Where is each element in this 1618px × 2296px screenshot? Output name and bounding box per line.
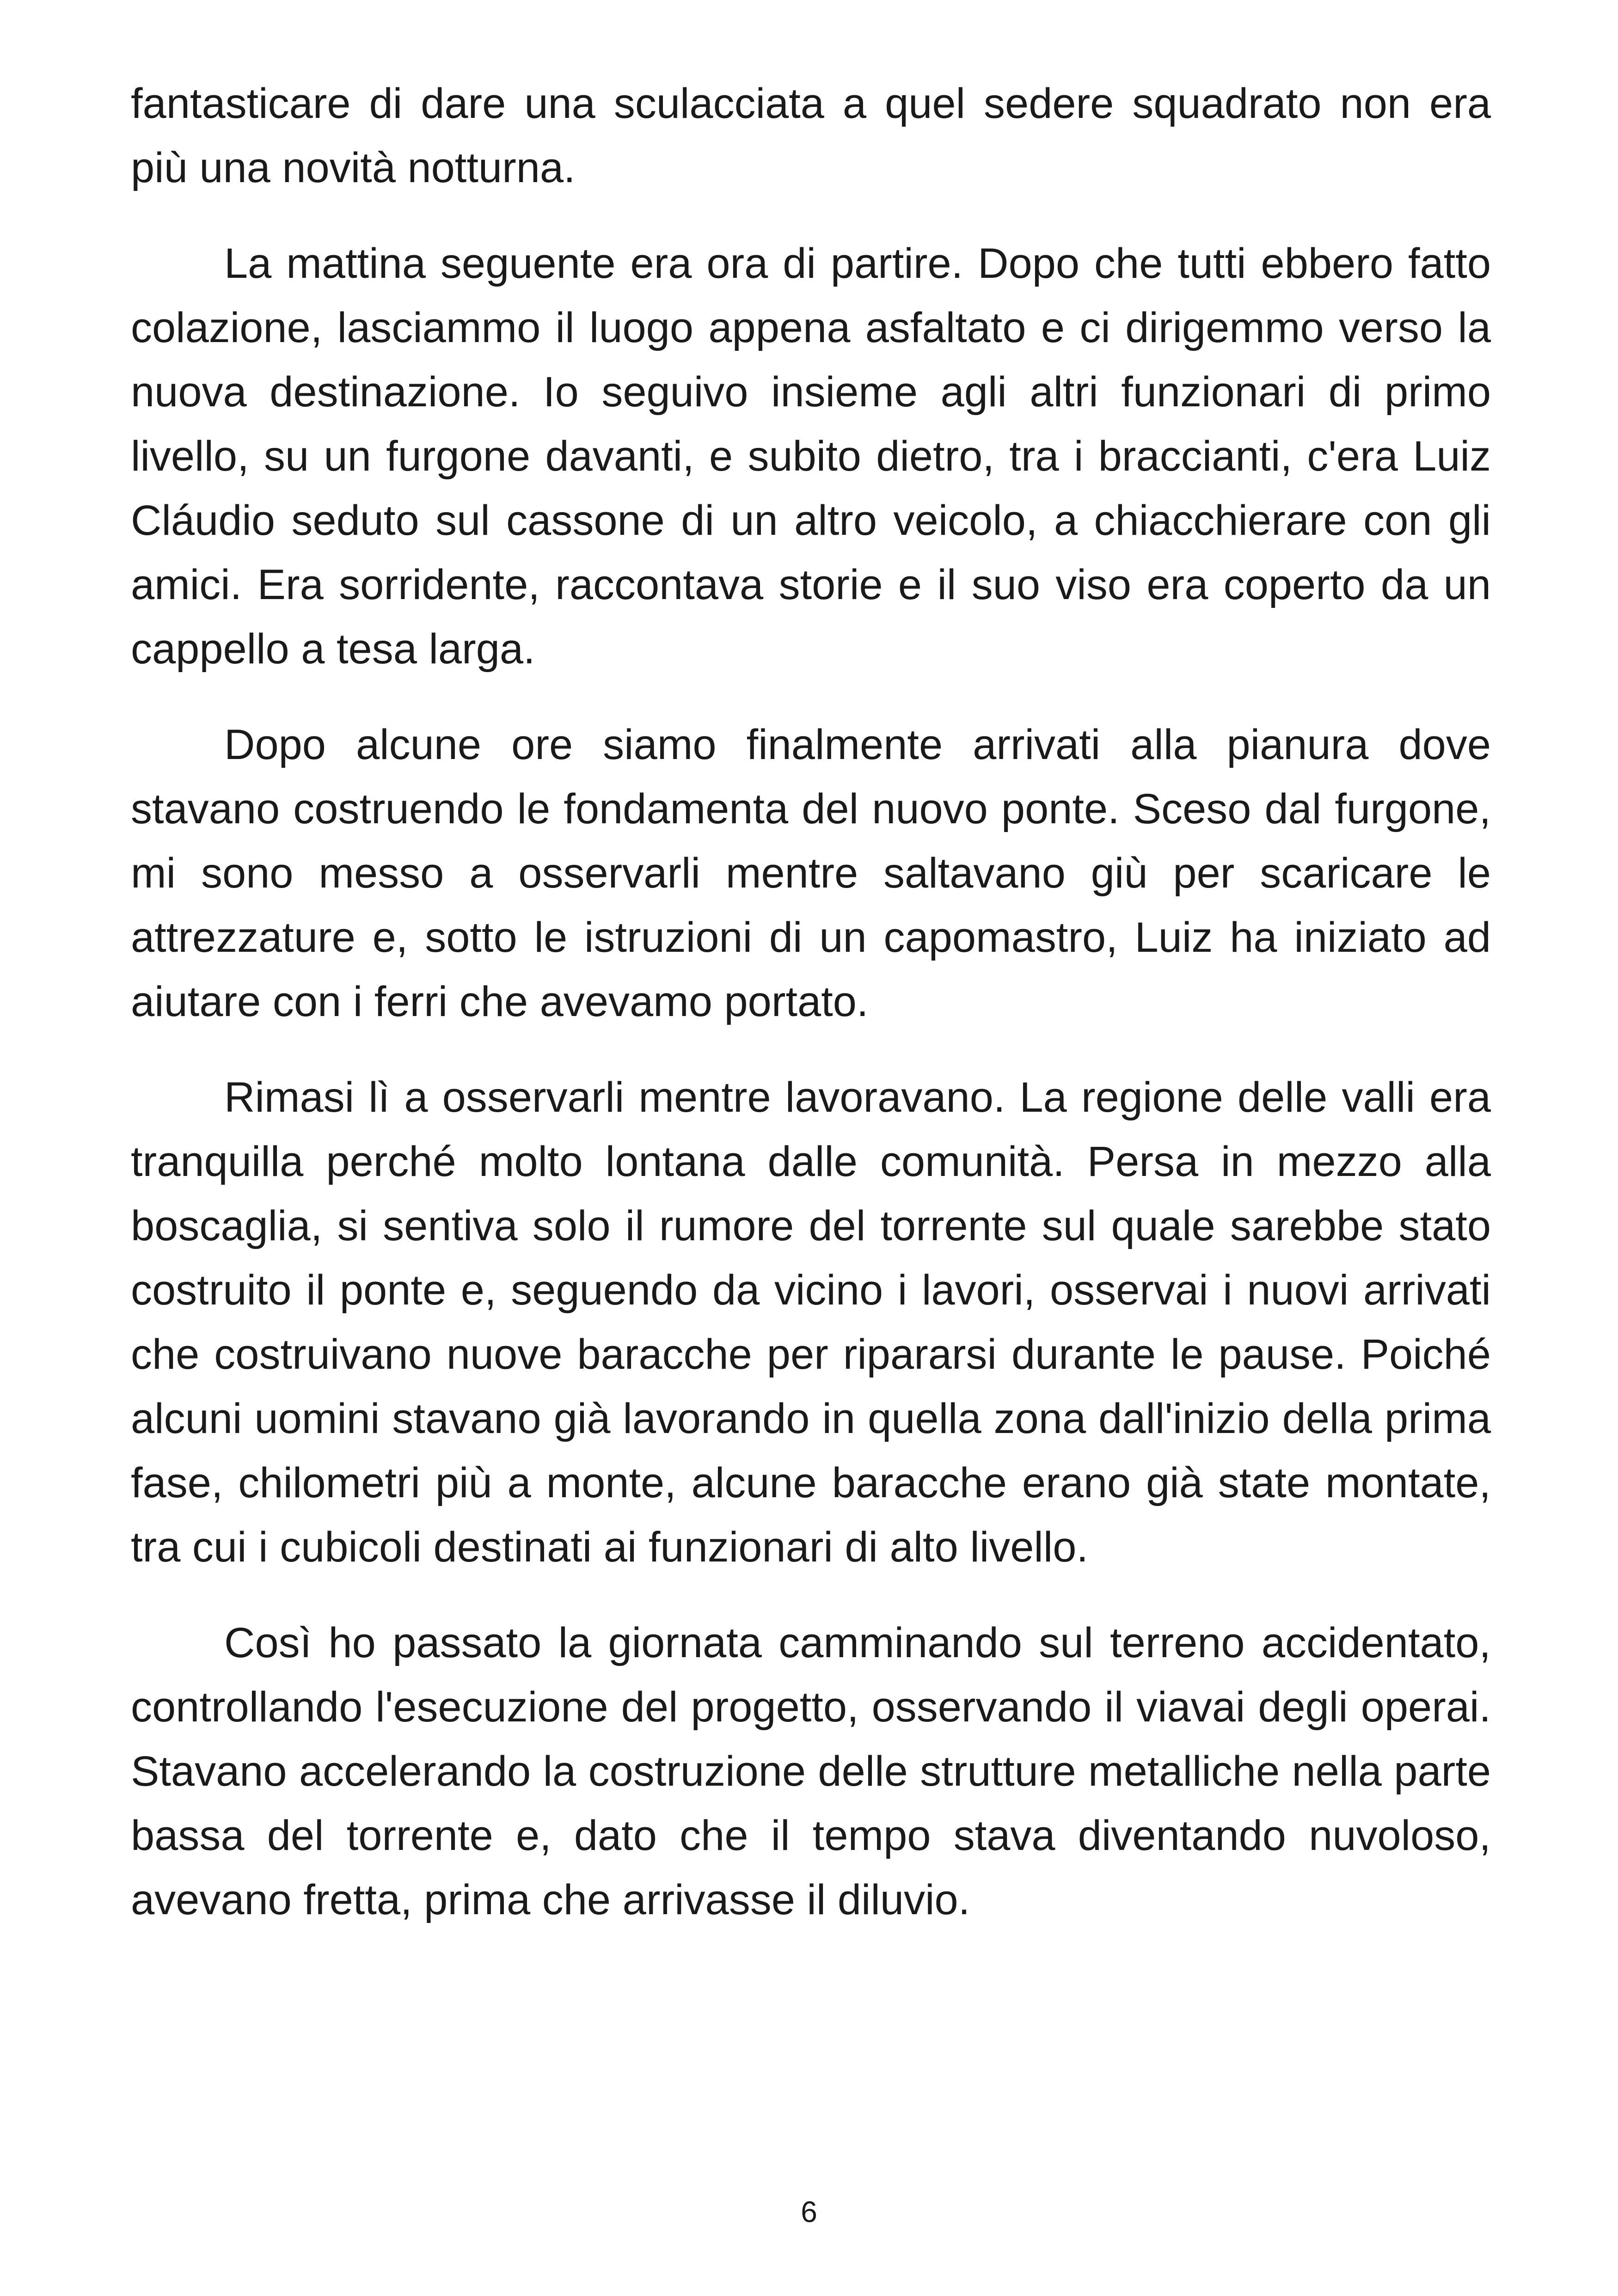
paragraph: Dopo alcune ore siamo finalmente arrivati alla pianura dove stavano costruendo le fondamenta del nuovo ponte. Sceso dal furgone, mi sono messo a osservarli mentre saltavano giù per scaricare le attrezzature e, sotto le istruzioni di un capomastro, Luiz ha iniziato ad aiutare con i ferri che avevamo portato. <box>131 721 1491 1025</box>
page-number: 6 <box>801 2195 817 2229</box>
paragraph: Rimasi lì a osservarli mentre lavoravano. La regione delle valli era tranquilla perché molto lontana dalle comunità. Persa in mezzo alla boscaglia, si sentiva solo il rumore del torrente sul quale sarebbe stato costruito il ponte e, seguendo da vicino i lavori, osservai i nuovi arrivati che costruivano nuove baracche per ripararsi durante le pause. Poiché alcuni uomini stavano già lavorando in quella zona dall'inizio della prima fase, chilometri più a monte, alcune baracche erano già state montate, tra cui i cubicoli destinati ai funzionari di alto livello. <box>131 1074 1491 1571</box>
paragraph: Così ho passato la giornata camminando sul terreno accidentato, controllando l'esecuzione del progetto, osservando il viavai degli operai. Stavano accelerando la costruzione delle strutture metalliche nella parte bassa del torrente e, dato che il tempo stava diventando nuvoloso, avevano fretta, prima che arrivasse il diluvio. <box>131 1619 1491 1923</box>
body-text <box>131 72 1491 1964</box>
paragraph-continuation: fantasticare di dare una sculacciata a quel sedere squadrato non era più una novità notturna. <box>131 80 1491 191</box>
paragraph: La mattina seguente era ora di partire. Dopo che tutti ebbero fatto colazione, lasciammo il luogo appena asfaltato e ci dirigemmo verso la nuova destinazione. Io seguivo insieme agli altri funzionari di primo livello, su un furgone davanti, e subito dietro, tra i braccianti, c'era Luiz Cláudio seduto sul cassone di un altro veicolo, a chiacchierare con gli amici. Era sorridente, raccontava storie e il suo viso era coperto da un cappello a tesa larga. <box>131 240 1491 673</box>
